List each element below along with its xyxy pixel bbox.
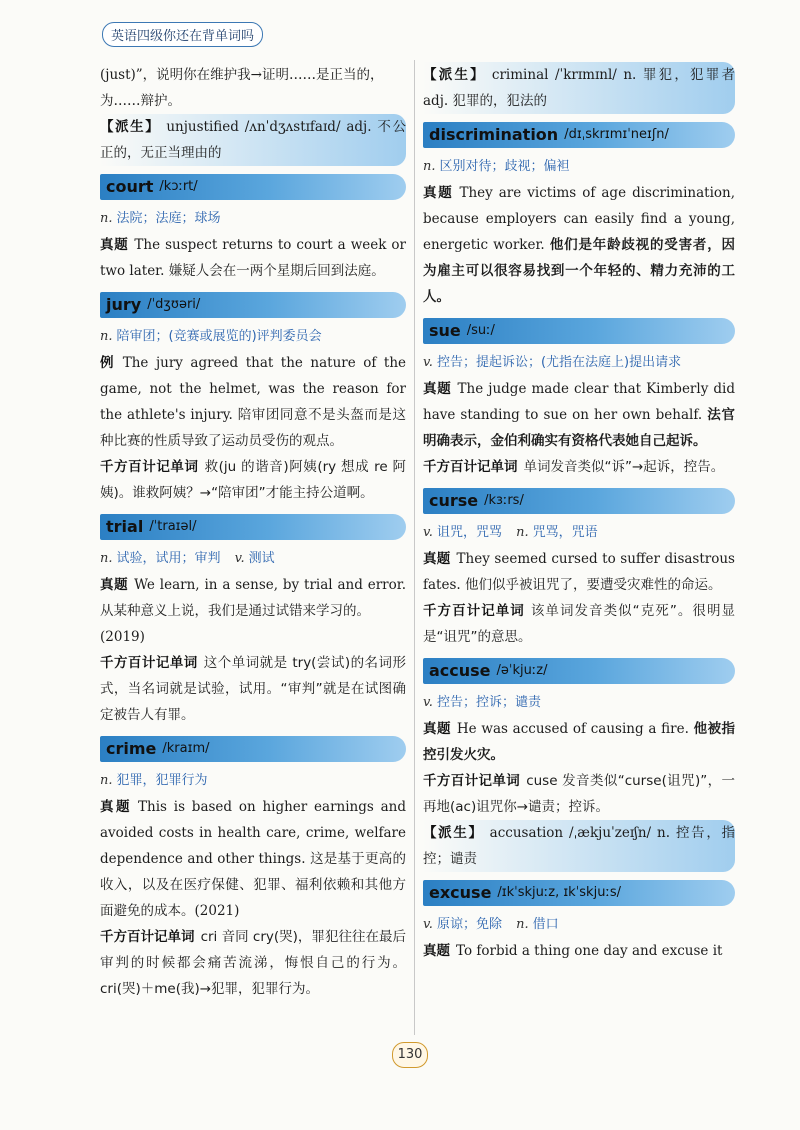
definition-line: v. 原谅；免除 n. 借口 xyxy=(423,917,559,932)
memory-tip-accuse: 千方百计记单词 cuse 发音类似“curse(诅咒)”，一再地(ac)诅咒你→谴责；控诉。 xyxy=(423,773,736,815)
phonetic: /ɪkˈskjuːz, ɪkˈskjuːs/ xyxy=(497,885,621,900)
headword: sue xyxy=(429,321,461,340)
derivative-label: 【派生】 xyxy=(100,119,161,135)
derivative-label: 【派生】 xyxy=(423,825,484,841)
headword: court xyxy=(106,177,154,196)
entry-header-curse xyxy=(423,488,735,514)
right-column xyxy=(423,62,735,964)
phonetic: /ˈdʒʊəri/ xyxy=(147,297,201,312)
example-crime: 真题 This is based on higher earnings and avoided costs in health care, crime, welfare dependence and other things. 这是基于更高的收入，以及在医疗保健、犯罪、福利依赖和其他方面避免的成本。(2021) xyxy=(100,799,407,919)
entry-header-court xyxy=(100,174,406,200)
memory-tip-trial: 千方百计记单词 这个单词就是 try(尝试)的名词形式，当名词就是试验，试用。“审判”就是在试图确定被告人有罪。 xyxy=(100,655,406,723)
phonetic: /əˈkjuːz/ xyxy=(496,663,548,678)
entry-header-crime xyxy=(100,736,406,762)
example-curse: 真题 They seemed cursed to suffer disastrous fates. 他们似乎被诅咒了，要遭受灾难性的命运。 xyxy=(423,551,735,593)
definition-line: n. 陪审团；(竞赛或展览的)评判委员会 xyxy=(100,329,322,344)
example-court: 真题 The suspect returns to court a week or two later. 嫌疑人会在一两个星期后回到法庭。 xyxy=(100,237,406,279)
left-column xyxy=(100,62,406,1002)
derivative-accusation xyxy=(423,820,735,872)
memory-tip-curse: 千方百计记单词 该单词发音类似“克死”。很明显是“诅咒”的意思。 xyxy=(423,603,735,645)
example-discrimination: 真题 They are victims of age discrimination, because employers can easily find a young, energetic worker. 他们是年龄歧视的受害者，因为雇主可以很容易找到一个年轻的、精力充沛的工人。 xyxy=(423,185,736,305)
entry-header-accuse xyxy=(423,658,735,684)
column-divider xyxy=(414,60,415,1035)
headword: discrimination xyxy=(429,125,559,144)
definition-line: n. 犯罪，犯罪行为 xyxy=(100,773,208,788)
derivative-text: criminal /ˈkrɪmɪnl/ n. 罪犯，犯罪者 adj. 犯罪的，犯法的 xyxy=(423,67,736,109)
entry-header-sue xyxy=(423,318,735,344)
derivative-criminal xyxy=(423,62,735,114)
headword: trial xyxy=(106,517,144,536)
continued-text: (just)”，说明你在维护我→证明……是正当的， 为……辩护。 xyxy=(100,67,384,109)
definition-line: n. 区别对待；歧视；偏袒 xyxy=(423,159,570,174)
definition-line: v. 控告；提起诉讼；(尤指在法庭上)提出请求 xyxy=(423,355,682,370)
phonetic: /dɪˌskrɪmɪˈneɪʃn/ xyxy=(564,127,669,142)
entry-header-discrimination xyxy=(423,122,735,148)
book-series-tag: 英语四级你还在背单词吗 xyxy=(102,22,263,47)
example-trial: 真题 We learn, in a sense, by trial and error. 从某种意义上说，我们是通过试错来学习的。 (2019) xyxy=(100,577,407,645)
derivative-text: unjustified /ʌnˈdʒʌstɪfaɪd/ adj. 不公正的，无正当理由的 xyxy=(100,119,406,161)
page-number: 130 xyxy=(392,1042,428,1068)
definition-line: v. 诅咒，咒骂 n. 咒骂，咒语 xyxy=(423,525,598,540)
example-jury: 例 The jury agreed that the nature of the game, not the helmet, was the reason for the athlete's injury. 陪审团同意不是头盔而是这种比赛的性质导致了运动员受伤的观点。 xyxy=(100,355,407,449)
phonetic: /kɔːrt/ xyxy=(159,179,198,194)
derivative-unjustified xyxy=(100,114,406,166)
derivative-label: 【派生】 xyxy=(423,67,486,83)
memory-tip-jury: 千方百计记单词 救(ju 的谐音)阿姨(ry 想成 re 阿姨)。谁救阿姨？→“陪审团”才能主持公道啊。 xyxy=(100,459,407,501)
definition-line: n. 试验，试用；审判 v. 测试 xyxy=(100,551,275,566)
phonetic: /kraɪm/ xyxy=(162,741,210,756)
entry-header-jury xyxy=(100,292,406,318)
headword: jury xyxy=(106,295,142,314)
headword: excuse xyxy=(429,883,492,902)
entry-header-trial xyxy=(100,514,406,540)
definition-line: v. 控告；控诉；谴责 xyxy=(423,695,541,710)
example-accuse: 真题 He was accused of causing a fire. 他被指控引发火灾。 xyxy=(423,721,736,763)
headword: curse xyxy=(429,491,479,510)
headword: crime xyxy=(106,739,157,758)
definition-line: n. 法院；法庭；球场 xyxy=(100,211,221,226)
memory-tip-sue: 千方百计记单词 单词发音类似“诉”→起诉，控告。 xyxy=(423,459,725,475)
phonetic: /kɜːrs/ xyxy=(484,493,524,508)
phonetic: /ˈtraɪəl/ xyxy=(149,519,197,534)
memory-tip-crime: 千方百计记单词 cri 音同 cry(哭)，罪犯往往在最后审判的时候都会痛苦流涕，悔恨自己的行为。cri(哭)＋me(我)→犯罪，犯罪行为。 xyxy=(100,929,406,997)
headword: accuse xyxy=(429,661,491,680)
example-excuse: 真题 To forbid a thing one day and excuse it xyxy=(423,943,723,959)
example-sue: 真题 The judge made clear that Kimberly did have standing to sue on her own behalf. 法官明确表示，金伯利确实有资格代表她自己起诉。 xyxy=(423,381,736,449)
entry-header-excuse xyxy=(423,880,735,906)
phonetic: /suː/ xyxy=(466,323,495,338)
derivative-text: accusation /ˌækjuˈzeɪʃn/ n. 控告，指控；谴责 xyxy=(423,825,735,867)
